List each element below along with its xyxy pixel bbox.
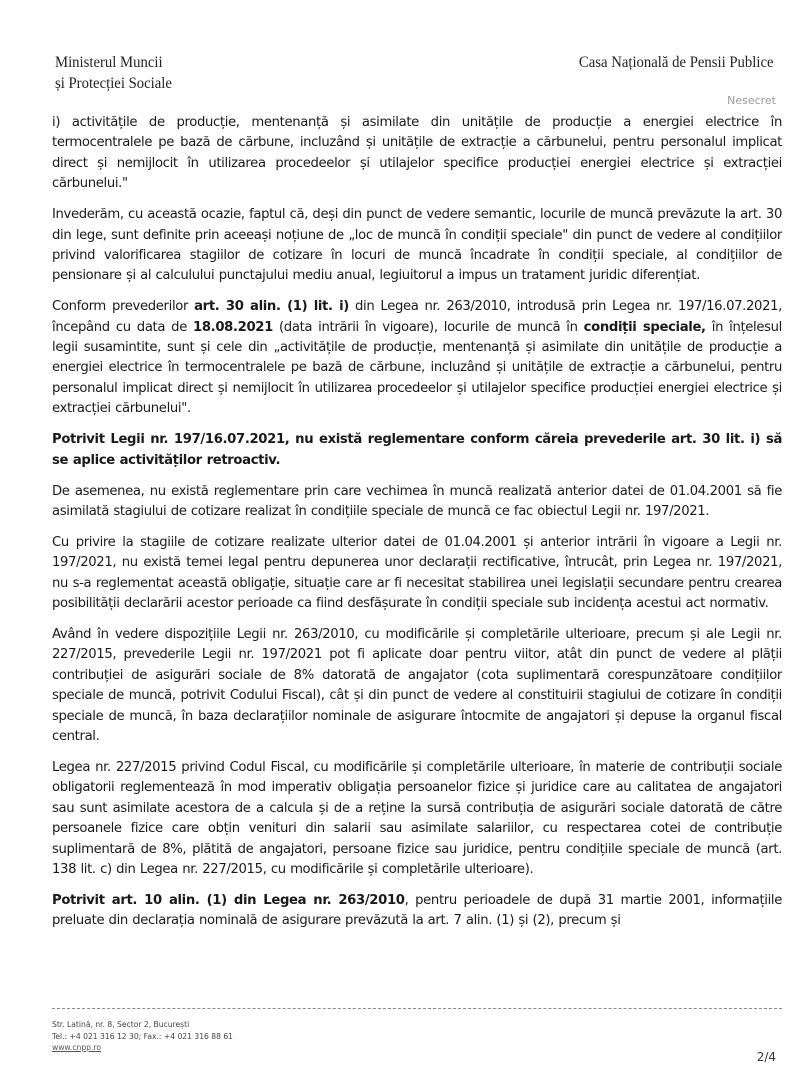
footer-website-link[interactable]: www.cnpp.ro [52, 1043, 101, 1052]
paragraph-future-application: Având în vedere dispozițiile Legii nr. 263/2010, cu modificările și completările ulterioare, precum și ale Legii nr. 227/2015, prevederile Legii nr. 197/2021 pot fi aplicate doar pentru viitor, atât din punct de vedere al plății contribuției de asigurări sociale de 8% datorată de angajator (cota suplimentară corespunzătoare condițiilor speciale de muncă, potrivit Codului Fiscal), cât și din punct de vedere al constituirii stagiului de cotizare în condiții speciale de muncă, în baza declarațiilor nominale de asigurare întocmite de angajatori și depuse la organul fiscal central. [52, 626, 782, 744]
institution-header: Casa Națională de Pensii Publice [579, 54, 774, 71]
bold-run: Potrivit art. 10 alin. (1) din Legea nr. 263/2010 [52, 892, 405, 908]
paragraph-contribution-periods: Cu privire la stagiile de cotizare realizate ulterior datei de 01.04.2001 și anterior intrării în vigoare a Legii nr. 197/2021, nu există temei legal pentru depunerea unor declarații rectificative, întrucât, prin Legea nr. 197/2021, nu s-a reglementat această obligație, situație care ar fi necesitat stabilirea unei legislații secundare pentru crearea posibilității declarării acestor perioade ca fiind desfășurate în condiții speciale sub incidența acestui act normativ. [52, 534, 782, 612]
ministry-header [55, 52, 172, 94]
ministry-name-line1: Ministerul Muncii [55, 54, 163, 71]
paragraph-quote-item-i: i) activitățile de producție, mentenanță și asimilate din unitățile de producție a energiei electrice în termocentralele pe bază de cărbune, incluzând și unitățile de extracție a cărbunelui, pentru personalul implicat direct și nemijlocit în utilizarea procedeelor și utilajelor specifice producției energiei electrice și extracției cărbunelui." [52, 115, 782, 192]
ministry-name-line2: și Protecției Sociale [55, 75, 172, 92]
text-run: în înțelesul legii susamintite, sunt și cele din „activitățile de producție, mentenanță și asimilate din unitățile de producție a energiei electrice în termocentralele pe bază de cărbune, incluzând și unitățile de extracție a cărbunelui, pentru personalul implicat direct și nemijlocit în utilizarea procedeelor și utilajelor specifice producției energiei electrice și extracției cărbunelui". [52, 319, 782, 417]
bold-run: condiții speciale, [583, 319, 706, 335]
bold-run: 18.08.2021 [193, 319, 273, 335]
text-run: din Legea nr. 263/2010, introdusă prin Legea nr. 197/16.07.2021, începând cu data de [52, 299, 782, 335]
paragraph-art30-provisions [52, 297, 782, 419]
paragraph-fiscal-code: Legea nr. 227/2015 privind Codul Fiscal, cu modificările și completările ulterioare, în materie de contribuții sociale obligatorii reglementează în mod imperativ obligația persoanelor fizice și juridice care au calitatea de angajatori sau sunt asimilate acestora de a calcula și de a reține la sursă contribuția de asigurări sociale datorată de către persoanele fizice care obțin venituri din salarii sau asimilate salariilor, cu respectarea cotei de contribuție suplimentară de 8%, plătită de angajatori, persoane fizice sau juridice, pentru condițiile speciale de muncă (art. 138 lit. c) din Legea nr. 227/2015, cu modificările și completările ulterioare). [52, 759, 782, 877]
footer-divider [52, 1008, 782, 1009]
classification-label: Nesecret [727, 94, 776, 107]
text-run: (data intrării în vigoare), locurile de muncă în [272, 319, 584, 335]
bold-run: Potrivit Legii nr. 197/16.07.2021, nu există reglementare conform căreia prevederile art. 30 lit. i) să se aplice activităților retroactiv. [52, 432, 782, 468]
paragraph-art10 [52, 891, 782, 932]
text-run: , pentru perioadele de după 31 martie 2001, informațiile preluate din declarația nominală de asigurare prevăzută la art. 7 alin. (1) și (2), precum și [52, 892, 782, 929]
footer-contact [52, 1019, 233, 1054]
bold-run: art. 30 alin. (1) lit. i) [194, 299, 349, 315]
text-run: Conform prevederilor [52, 299, 195, 315]
footer-address: Str. Latină, nr. 8, Sector 2, București [52, 1020, 190, 1029]
paragraph-semantic-note: Invederăm, cu această ocazie, faptul că, deși din punct de vedere semantic, locurile de muncă prevăzute la art. 30 din lege, sunt definite prin aceeași noțiune de „loc de muncă în condiții speciale" din punct de vedere al condițiilor privind valorificarea stagiilor de cotizare în locuri de muncă încadrate în condiții speciale, al condițiilor de pensionare și al calculului punctajului mediu anual, legiuitorul a impus un tratament juridic diferențiat. [52, 207, 782, 284]
footer-phone-fax: Tel.: +4 021 316 12 30; Fax.: +4 021 316 88 61 [52, 1031, 234, 1041]
page-number: 2/4 [756, 1050, 776, 1064]
paragraph-seniority: De asemenea, nu există reglementare prin care vechimea în muncă realizată anterior datei de 01.04.2001 să fie asimilată stagiului de cotizare realizat în condițiile speciale de muncă ce fac obiectul Legii nr. 197/2021. [52, 483, 782, 519]
document-body [52, 113, 782, 942]
paragraph-no-retroactive [52, 430, 782, 471]
